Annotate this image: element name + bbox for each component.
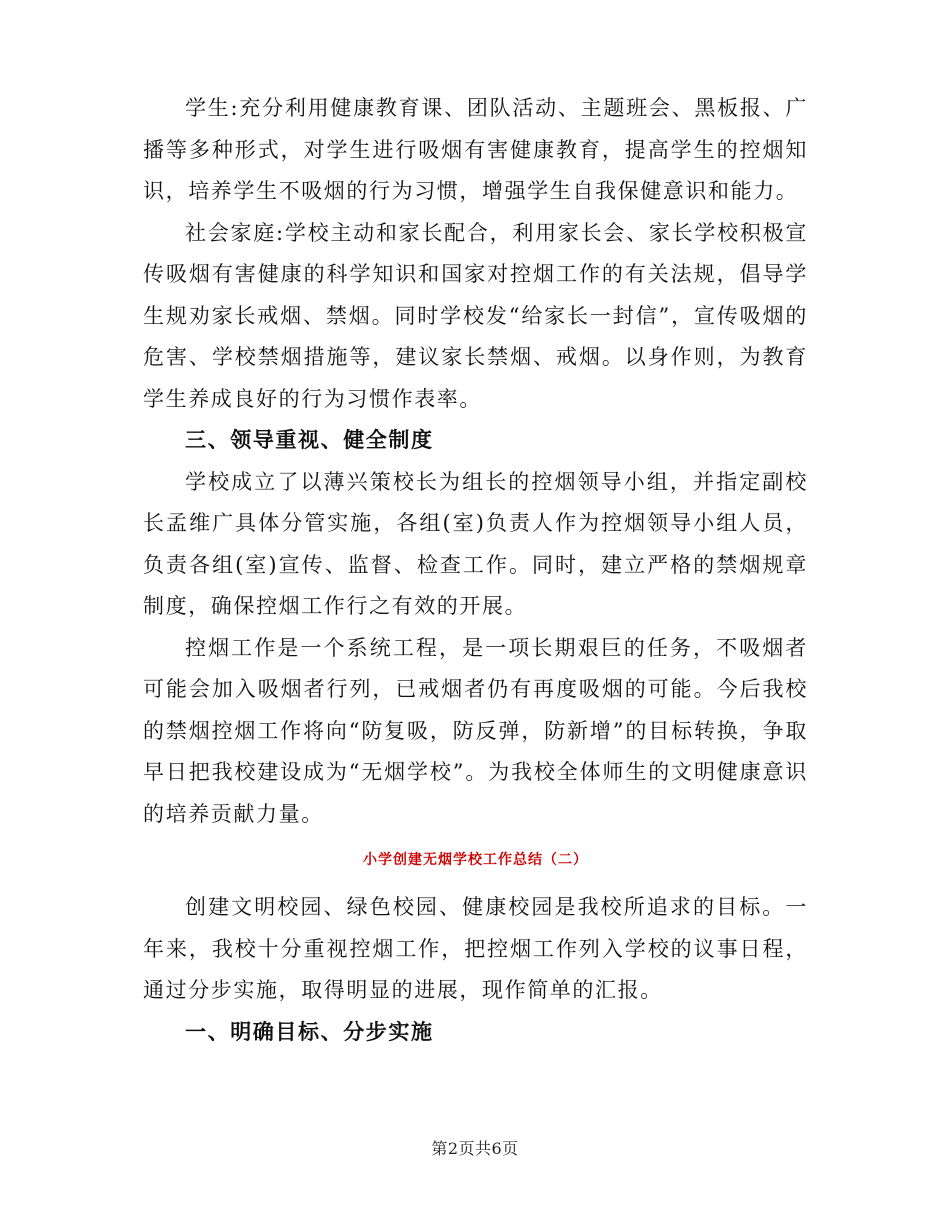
paragraph-leadership-group: 学校成立了以薄兴策校长为组长的控烟领导小组，并指定副校长孟维广具体分管实施，各组(室)负责人作为控烟领导小组人员，负责各组(室)宣传、监督、检查工作。同时，建立严格的禁烟规章制度，确保控烟工作行之有效的开展。 [143,469,808,618]
paragraph-students: 学生:充分利用健康教育课、团队活动、主题班会、黑板报、广播等多种形式，对学生进行吸烟有害健康教育，提高学生的控烟知识，培养学生不吸烟的行为习惯，增强学生自我保健意识和能力。 [143,96,808,203]
paragraph-system-project: 控烟工作是一个系统工程，是一项长期艰巨的任务，不吸烟者可能会加入吸烟者行列，已戒烟者仍有再度吸烟的可能。今后我校的禁烟控烟工作将向“防复吸，防反弹，防新增”的目标转换，争取早日把我校建设成为“无烟学校”。为我校全体师生的文明健康意识的培养贡献力量。 [143,635,808,826]
document-body [143,88,808,1053]
paragraph-family: 社会家庭:学校主动和家长配合，利用家长会、家长学校积极宣传吸烟有害健康的科学知识和国家对控烟工作的有关法规，倡导学生规劝家长戒烟、禁烟。同时学校发“给家长一封信”，宣传吸烟的危害、学校禁烟措施等，建议家长禁烟、戒烟。以身作则，为教育学生养成良好的行为习惯作表率。 [143,220,808,411]
section-heading-goals: 一、明确目标、分步实施 [185,1019,434,1044]
document-subtitle: 小学创建无烟学校工作总结（二） [363,852,588,868]
page-number: 第2页共6页 [431,1139,519,1158]
paragraph-intro: 创建文明校园、绿色校园、健康校园是我校所追求的目标。一年来，我校十分重视控烟工作，把控烟工作列入学校的议事日程，通过分步实施，取得明显的进展，现作简单的汇报。 [143,895,808,1002]
section-heading-leadership: 三、领导重视、健全制度 [185,428,434,452]
